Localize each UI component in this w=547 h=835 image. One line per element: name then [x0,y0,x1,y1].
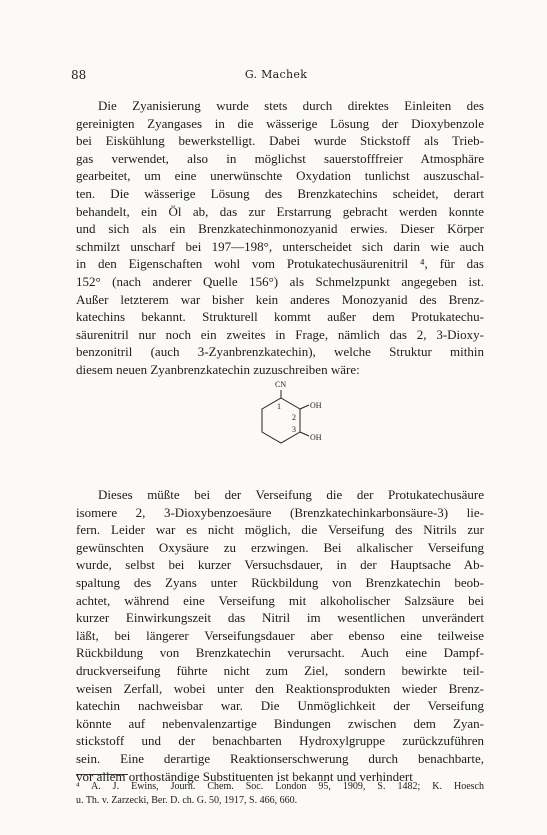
footnote-line: ⁴ A. J. Ewins, Journ. Chem. Soc. London 95, 1909, S. 1482; K. Hoesch [76,781,484,792]
text-line: gas verwendet, also in möglichst sauerstofffreier Atmosphäre [76,150,484,166]
text-line: gereinigten Zyangases in die wässerige Lösung der Dioxybenzole [76,115,484,131]
footnote-line: u. Th. v. Zarzecki, Ber. D. ch. G. 50, 1917, S. 466, 660. [76,795,298,806]
text-line: behandelt, ein Öl ab, das zur Erstarrung gebracht werden konnte [76,203,484,219]
oh1-label: OH [310,401,322,410]
text-line: in den Eigenschaften wohl vom Protukatechusäurenitril ⁴, für das [76,256,484,272]
structural-formula [230,376,340,458]
oh1-bond [300,405,309,409]
text-line: gearbeitet, um eine unerwünschte Oxydation tunlichst auszuschal- [76,168,484,184]
text-line: diesem neuen Zyanbrenzkatechin zuzuschreiben wäre: [76,361,360,377]
text-line: gewünschten Oxysäure zu erzwingen. Bei alkalischer Verseifung [76,539,484,555]
text-line: und sich als ein Brenzkatechinmonozyanid erwies. Dieser Körper [76,221,484,237]
text-line: 152° (nach anderer Quelle 156°) als Schmelzpunkt angegeben ist. [76,273,484,289]
oh2-bond [300,432,309,436]
text-line: fern. Leider war es nicht möglich, die Verseifung des Nitrils zur [76,522,484,538]
position-1-label: 1 [277,402,281,411]
paragraph-2 [76,486,484,785]
text-line: bei Eiskühlung bewerkstelligt. Dabei wurde Stickstoff als Trieb- [76,133,484,149]
page-header [71,68,481,84]
text-line: säurenitril nur noch ein zweites in Frage, nämlich das 2, 3-Dioxy- [76,326,484,342]
text-line: läßt, bei längerer Verseifungsdauer aber ebenso eine teilweise [76,627,484,643]
footnote [76,780,484,808]
text-line: benzonitril (auch 3-Zyanbrenzkatechin), welche Struktur mithin [76,344,484,360]
cn-label: CN [275,380,287,389]
oh2-label: OH [310,433,322,442]
text-line: spaltung des Zyans unter Rückbildung von Brenzkatechin beob- [76,574,484,590]
text-line: wurde, selbst bei kurzer Versuchsdauer, in der Hauptsache Ab- [76,557,484,573]
text-line: katechins bekannt. Strukturell kommt außer dem Protukatechu- [76,309,484,325]
text-line: kurzer Einwirkungszeit das Nitril im wesentlichen unverändert [76,610,484,626]
text-line: vor allem orthoständige Substituenten ist bekannt und verhindert [76,768,413,784]
page-number: 88 [71,68,87,82]
footnote-rule [76,774,128,775]
text-line: könnte auf nebenvalenzartige Bindungen zwischen dem Zyan- [76,715,484,731]
text-line: Die Zyanisierung wurde stets durch direktes Einleiten des [98,98,484,113]
text-line: druckverseifung führte nicht zum Ziel, sondern bewirkte teil- [76,662,484,678]
paragraph-1 [76,97,484,379]
position-2-label: 2 [292,413,296,422]
running-head: G. Machek [244,68,308,81]
text-line: sein. Eine derartige Reaktionserschwerung durch benachbarte, [76,750,484,766]
text-line: isomere 2, 3-Dioxybenzoesäure (Brenzkatechinkarbonsäure-3) lie- [76,504,484,520]
text-line: schmilzt unscharf bei 197—198°, unterscheidet sich darin wie auch [76,238,484,254]
text-line: Außer letzterem war bisher kein anderes Monozyanid des Brenz- [76,291,484,307]
text-line: stickstoff und der benachbarten Hydroxylgruppe zurückzuführen [76,733,484,749]
position-3-label: 3 [292,425,296,434]
text-line: ten. Die wässerige Lösung des Brenzkatechins scheidet, derart [76,185,484,201]
text-line: weisen Zerfall, wobei unter den Reaktionsprodukten wieder Brenz- [76,680,484,696]
text-line: katechin nachweisbar war. Die Unmöglichkeit der Verseifung [76,698,484,714]
text-line: Rückbildung von Brenzkatechin verursacht. Auch eine Dampf- [76,645,484,661]
text-line: Dieses müßte bei der Verseifung die der Protukatechusäure [98,487,484,502]
text-line: achtet, während eine Verseifung mit alkoholischer Salzsäure bei [76,592,484,608]
